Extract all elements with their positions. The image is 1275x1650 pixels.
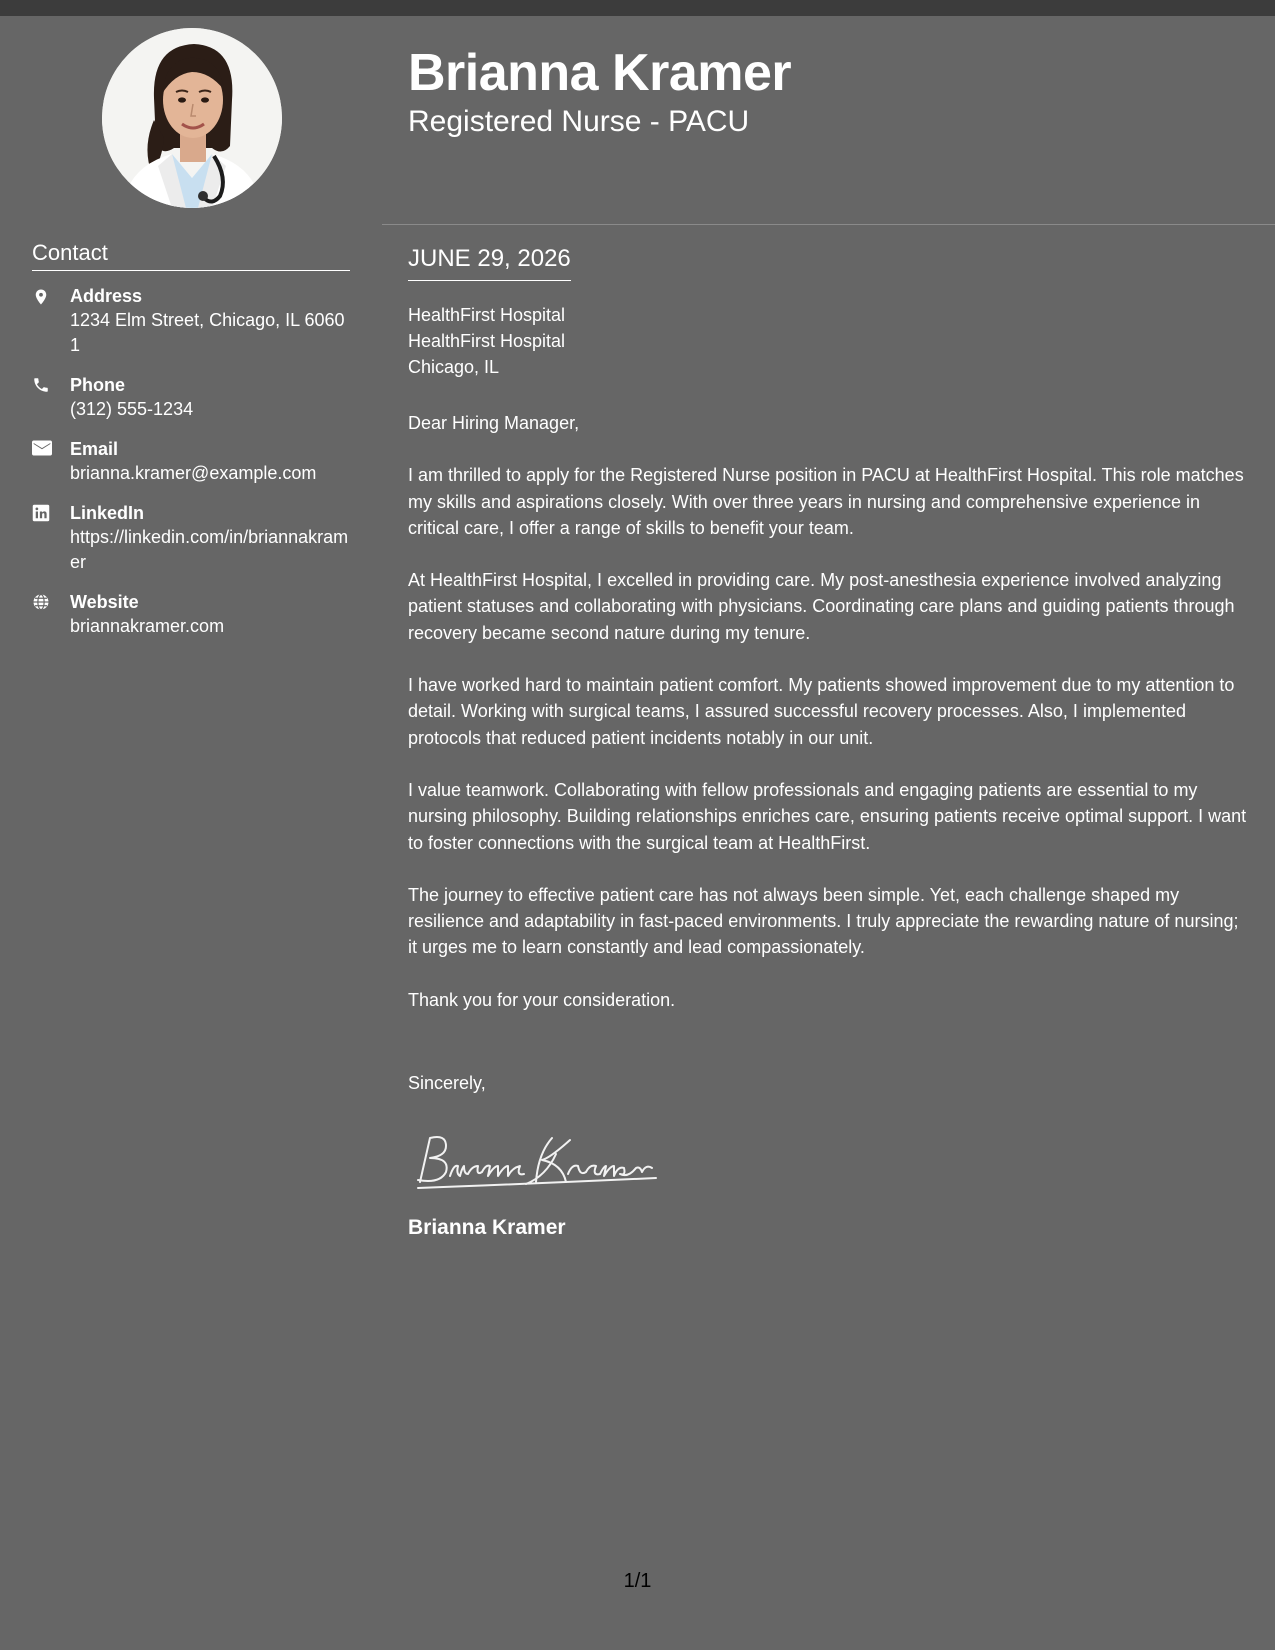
- letter-date: JUNE 29, 2026: [408, 244, 571, 281]
- contact-website-value[interactable]: briannakramer.com: [70, 616, 225, 636]
- contact-email-value: brianna.kramer@example.com: [70, 463, 317, 483]
- envelope-icon: [32, 437, 70, 486]
- contact-phone: [32, 373, 352, 422]
- body-paragraph: The journey to effective patient care has not always been simple. Yet, each challenge shaped my resilience and adaptability in fast-paced environments. I truly appreciate the rewarding nature of nursing; it urges me to learn constantly and lead compassionately.: [408, 884, 1239, 958]
- header-divider: [382, 224, 1275, 225]
- contact-address: [32, 284, 352, 358]
- body-paragraph: At HealthFirst Hospital, I excelled in providing care. My post-anesthesia experience involved analyzing patient statuses and collaborating with physicians. Coordinating care plans and guiding patients through recovery became second nature during my tenure.: [408, 570, 1235, 643]
- contact-email-label: Email: [70, 439, 119, 459]
- body-paragraph: I have worked hard to maintain patient comfort. My patients showed improvement due to my attention to detail. Working with surgical teams, I assured successful recovery processes. Also, I implemented protocols that reduced patient incidents notably in our unit.: [408, 675, 1235, 748]
- contact-list: [32, 284, 352, 654]
- avatar: [102, 28, 282, 208]
- contact-heading: Contact: [32, 240, 350, 271]
- linkedin-icon: [32, 501, 70, 575]
- signed-name: Brianna Kramer: [408, 1216, 566, 1239]
- thank-you-line: Thank you for your consideration.: [408, 989, 676, 1010]
- applicant-role: Registered Nurse - PACU: [408, 105, 750, 138]
- contact-phone-label: Phone: [70, 375, 126, 395]
- contact-email: [32, 437, 352, 486]
- contact-linkedin-label: LinkedIn: [70, 503, 145, 523]
- body-paragraph: I am thrilled to apply for the Registered Nurse position in PACU at HealthFirst Hospital. This role matches my skills and aspirations closely. With over three years in nursing and comprehensive experience in critical care, I offer a range of skills to benefit your team.: [408, 465, 1244, 538]
- contact-website-label: Website: [70, 592, 139, 612]
- recipient-block: [408, 302, 565, 380]
- contact-address-value: 1234 Elm Street, Chicago, IL 60601: [70, 310, 345, 355]
- top-bar: [0, 0, 1275, 16]
- page-number: 1/1: [623, 1570, 652, 1592]
- phone-icon: [32, 373, 70, 422]
- recipient-line: Chicago, IL: [408, 357, 500, 377]
- signature-image: [406, 1124, 676, 1199]
- contact-address-label: Address: [70, 286, 143, 306]
- contact-phone-value: (312) 555-1234: [70, 399, 194, 419]
- contact-linkedin: [32, 501, 352, 575]
- map-pin-icon: [32, 284, 70, 358]
- contact-website: [32, 590, 352, 639]
- closing: Sincerely,: [408, 1073, 486, 1093]
- letter-body: [408, 410, 1248, 1039]
- recipient-line: HealthFirst Hospital: [408, 305, 566, 325]
- globe-icon: [32, 590, 70, 639]
- recipient-line: HealthFirst Hospital: [408, 331, 566, 351]
- salutation: Dear Hiring Manager,: [408, 413, 580, 433]
- contact-linkedin-value[interactable]: https://linkedin.com/in/briannakramer: [70, 527, 349, 572]
- body-paragraph: I value teamwork. Collaborating with fellow professionals and engaging patients are essential to my nursing philosophy. Building relationships enriches care, ensuring patients receive optimal support. I want to foster connections with the surgical team at HealthFirst.: [408, 779, 1247, 853]
- applicant-name: Brianna Kramer: [408, 44, 792, 102]
